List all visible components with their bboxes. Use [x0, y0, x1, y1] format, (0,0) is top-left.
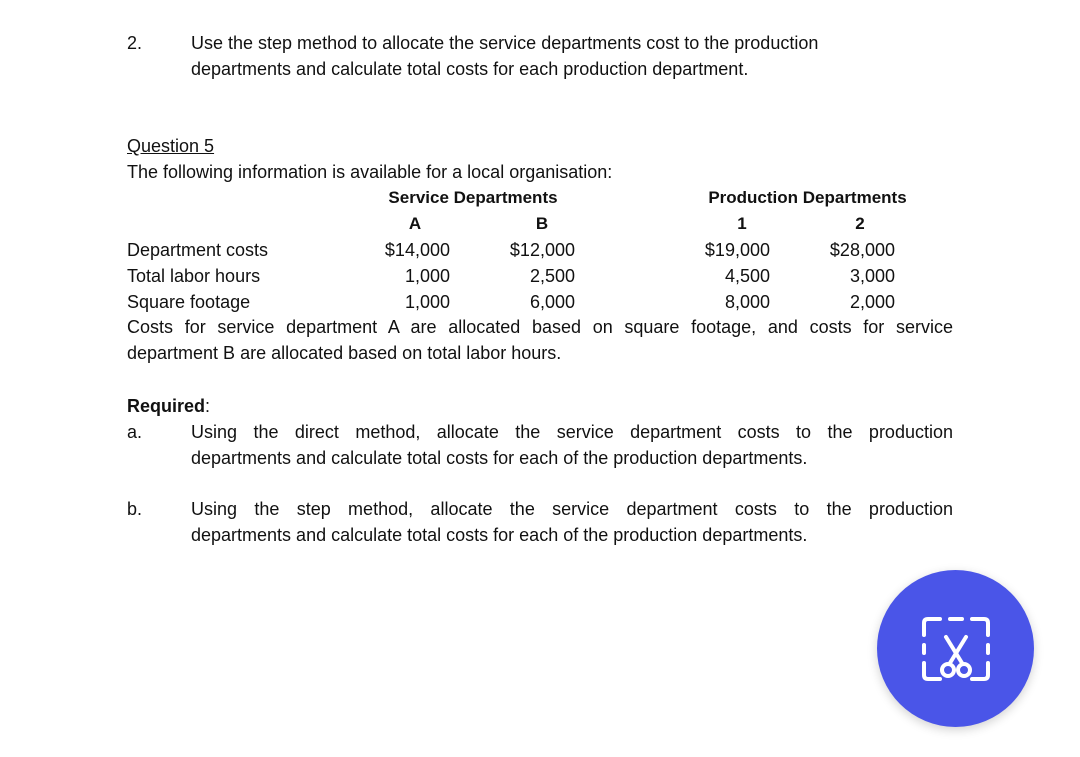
required-item-b-line-1: Using the step method, allocate the service department costs to the production: [191, 499, 953, 519]
required-item-a-line-2: departments and calculate total costs for each of the production departments.: [191, 448, 808, 468]
table-cell: 6,000: [529, 292, 575, 312]
required-colon: :: [205, 396, 211, 416]
table-cell: 1,000: [404, 266, 450, 286]
item-text-line-1: Use the step method to allocate the service departments cost to the production: [191, 33, 819, 53]
production-departments-header: Production Departments: [708, 188, 907, 207]
row-label: Square footage: [127, 292, 251, 312]
screenshot-scissors-icon: [920, 615, 992, 683]
item-number: 2.: [127, 33, 143, 53]
table-cell: $12,000: [509, 240, 575, 260]
allocation-note-line-1: Costs for service department A are allocated based on square footage, and costs for service: [127, 317, 953, 337]
required-label: Required: [127, 396, 206, 416]
table-cell: 2,000: [849, 292, 895, 312]
service-departments-header: Service Departments: [388, 188, 558, 207]
required-item-marker: b.: [127, 499, 143, 519]
required-heading: [127, 394, 210, 418]
row-label: Total labor hours: [127, 266, 261, 286]
column-header-2: 2: [855, 214, 865, 233]
allocation-note-line-2: department B are allocated based on total labor hours.: [127, 343, 562, 363]
required-item-marker: a.: [127, 422, 143, 442]
table-cell: $14,000: [384, 240, 450, 260]
table-cell: 2,500: [529, 266, 575, 286]
required-item-a-line-1: Using the direct method, allocate the service department costs to the production: [191, 422, 953, 442]
question-title: Question 5: [127, 136, 215, 156]
column-header-1: 1: [737, 214, 747, 233]
table-cell: 4,500: [724, 266, 770, 286]
row-label: Department costs: [127, 240, 269, 260]
table-cell: $28,000: [829, 240, 895, 260]
table-cell: $19,000: [704, 240, 770, 260]
table-cell: 1,000: [404, 292, 450, 312]
table-cell: 3,000: [849, 266, 895, 286]
table-cell: 8,000: [724, 292, 770, 312]
required-item-b-line-2: departments and calculate total costs for each of the production departments.: [191, 525, 808, 545]
question-intro: The following information is available for a local organisation:: [127, 162, 613, 182]
column-header-b: B: [535, 214, 549, 233]
item-text-line-2: departments and calculate total costs for each production department.: [191, 59, 749, 79]
screenshot-clip-button[interactable]: [877, 570, 1034, 727]
column-header-a: A: [408, 214, 422, 233]
